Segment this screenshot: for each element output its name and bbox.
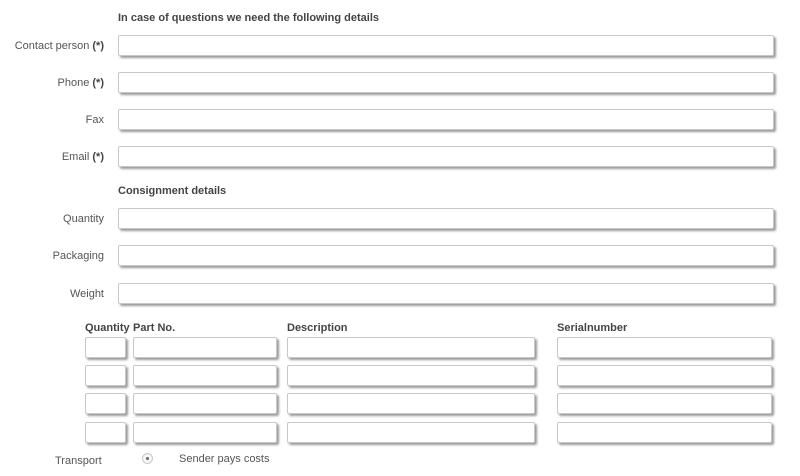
- row-serialnumber-field[interactable]: [557, 393, 772, 414]
- row-part-no-field[interactable]: [133, 365, 277, 386]
- weight-field[interactable]: [118, 283, 774, 304]
- row-quantity-field[interactable]: [85, 422, 126, 443]
- sender-pays-label: Sender pays costs: [179, 453, 270, 465]
- quantity-label: Quantity: [63, 213, 104, 225]
- row-description-field[interactable]: [287, 422, 535, 443]
- consignment-section-title: Consignment details: [118, 185, 227, 197]
- required-mark: (*): [92, 40, 104, 52]
- row-description-field[interactable]: [287, 393, 535, 414]
- column-header-quantity: Quantity: [85, 322, 130, 334]
- row-serialnumber-field[interactable]: [557, 422, 772, 443]
- transport-label: Transport: [55, 455, 102, 467]
- email-label: Email (*): [61, 151, 104, 163]
- row-serialnumber-field[interactable]: [557, 337, 772, 358]
- row-quantity-field[interactable]: [85, 337, 126, 358]
- row-description-field[interactable]: [287, 365, 535, 386]
- email-field[interactable]: [118, 146, 774, 167]
- packaging-field[interactable]: [118, 245, 774, 266]
- row-quantity-field[interactable]: [85, 393, 126, 414]
- column-header-serialnumber: Serialnumber: [557, 322, 628, 334]
- radio-selected-dot: [146, 457, 149, 460]
- column-header-description: Description: [287, 322, 348, 334]
- weight-label: Weight: [69, 288, 104, 300]
- row-serialnumber-field[interactable]: [557, 365, 772, 386]
- sender-pays-radio[interactable]: [142, 453, 153, 464]
- required-mark: (*): [92, 77, 104, 89]
- row-part-no-field[interactable]: [133, 393, 277, 414]
- phone-field[interactable]: [118, 72, 774, 93]
- row-part-no-field[interactable]: [133, 422, 277, 443]
- column-header-part-no: Part No.: [133, 322, 176, 334]
- fax-label: Fax: [85, 114, 104, 126]
- contact-person-field[interactable]: [118, 35, 774, 56]
- quantity-field[interactable]: [118, 208, 774, 229]
- row-description-field[interactable]: [287, 337, 535, 358]
- contact-person-label: Contact person (*): [14, 40, 104, 52]
- packaging-label: Packaging: [52, 250, 104, 262]
- contact-section-title: In case of questions we need the following details: [118, 12, 379, 24]
- row-quantity-field[interactable]: [85, 365, 126, 386]
- fax-field[interactable]: [118, 109, 774, 130]
- phone-label: Phone (*): [57, 77, 104, 89]
- required-mark: (*): [92, 151, 104, 163]
- row-part-no-field[interactable]: [133, 337, 277, 358]
